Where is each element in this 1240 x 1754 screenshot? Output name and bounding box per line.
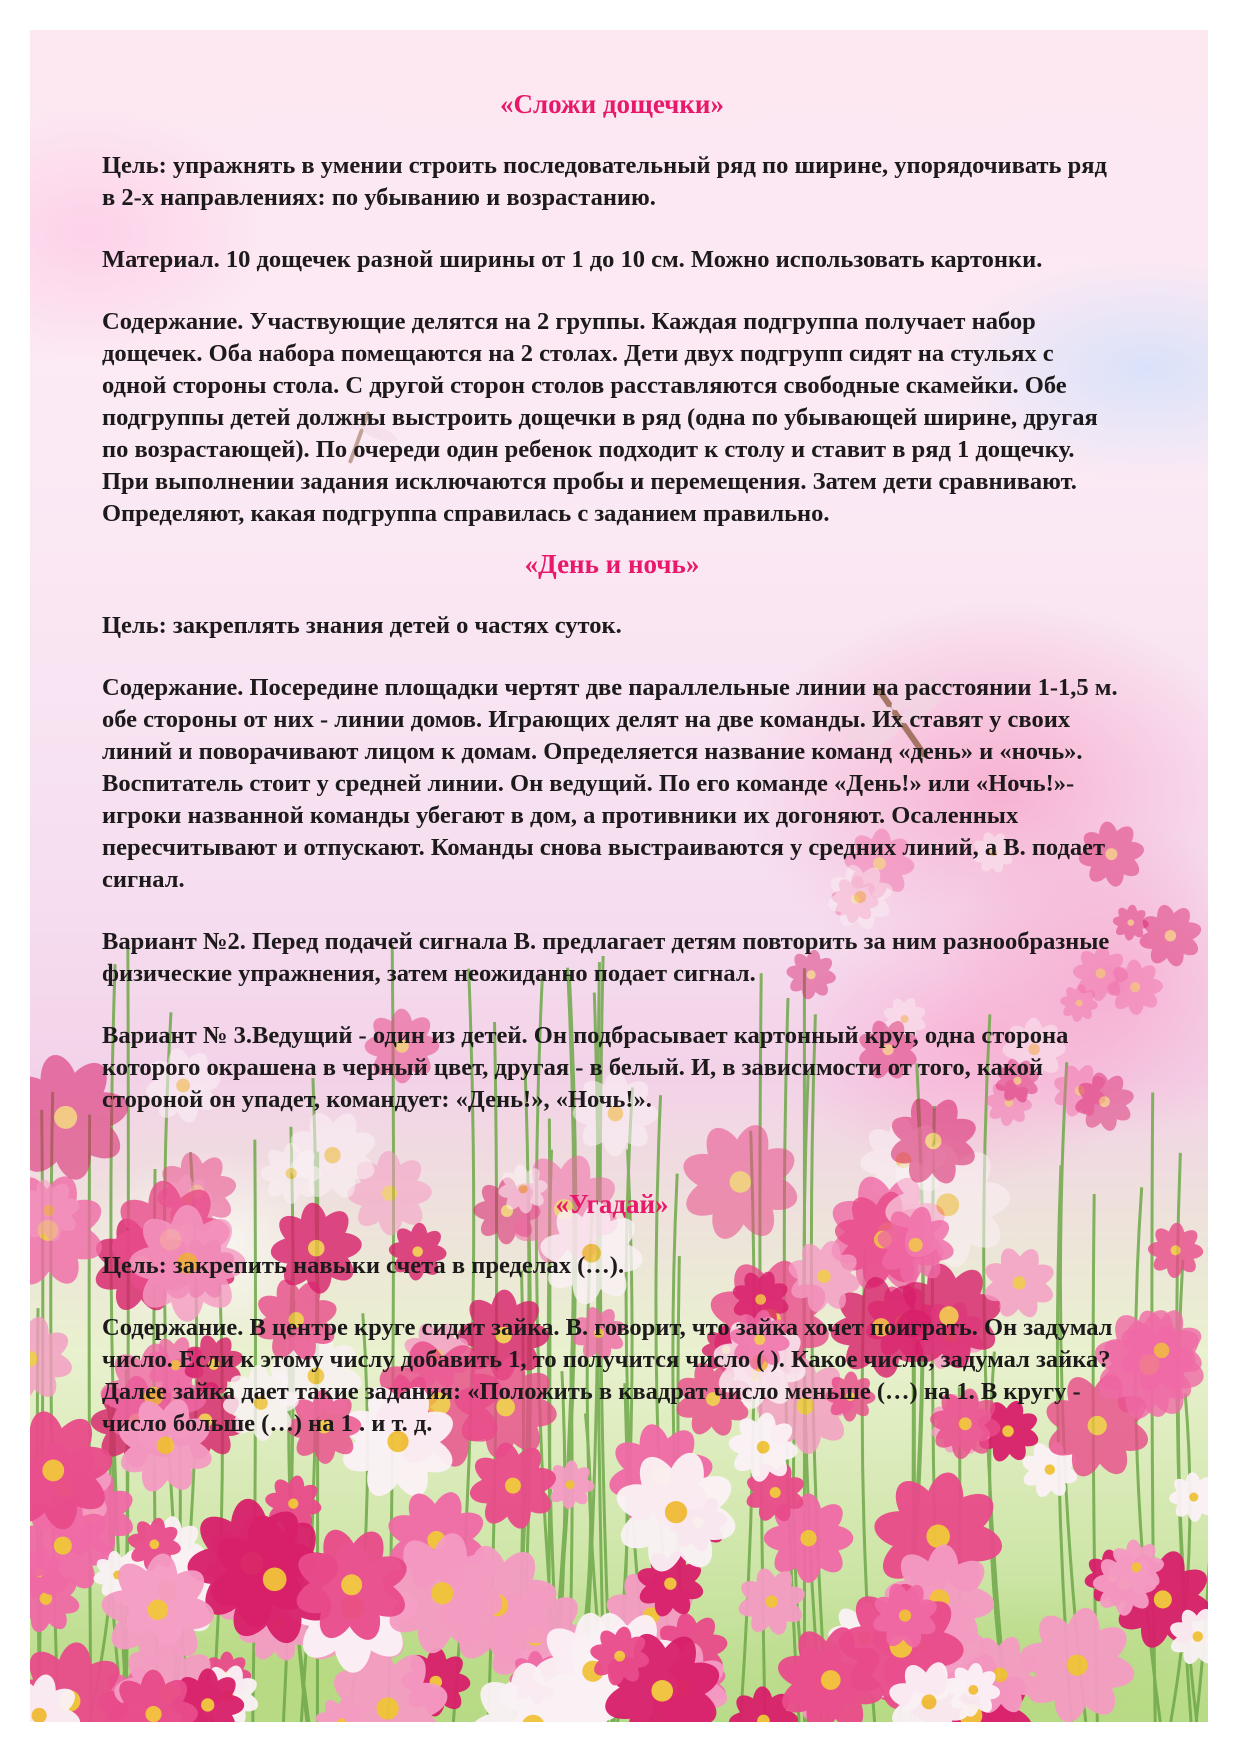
paragraph: Вариант №2. Перед подачей сигнала В. предлагает детям повторить за ним разнообразные физические упражнения, затем неожиданно подает сигнал. [102, 928, 1110, 987]
cosmos-flower-icon [1147, 1222, 1203, 1278]
page-background [30, 30, 1208, 1722]
paragraph: Содержание. Посередине площадки чертят две параллельные линии на расстоянии 1-1,5 м. обе стороны от них - линии домов. Играющих делят на две команды. Их ставят у своих линий и поворачивают лицом к домам. Определяется название команд «день» и «ночь». Воспитатель стоит у средней линии. Он ведущий. По его команде «День!» или «Ночь!»- игроки названной команды убегают в дом, а противники их догоняют. Осаленных пересчитывают и отпускают. Команды снова выстраиваются у средних линий, а В. подает сигнал. [102, 674, 1118, 893]
document-content [102, 88, 1122, 1470]
paragraph: Вариант № 3.Ведущий - один из детей. Он подбрасывает картонный круг, одна сторона которого окрашена в черный цвет, другая - в белый. И, в зависимости от того, какой стороной он упадет, командует: «День!», «Ночь!». [102, 1022, 1069, 1113]
paragraph: Цель: закреплять знания детей о частях суток. [102, 612, 622, 639]
cosmos-flower-icon [30, 1314, 75, 1404]
section-title: «Сложи дощечки» [500, 89, 724, 119]
section-title: «Угадай» [555, 1189, 669, 1219]
paragraph: Материал. 10 дощечек разной ширины от 1 до 10 см. Можно использовать картонки. [102, 246, 1043, 273]
paragraph: Цель: упражнять в умении строить последовательный ряд по ширине, упорядочивать ряд в 2-х направлениях: по убыванию и возрастанию. [102, 152, 1107, 211]
paragraph: Содержание. В центре круге сидит зайка. В. говорит, что зайка хочет поиграть. Он задумал число. Если к этому числу добавить 1, то получится число ( ). Какое число, задумал зайка?Далее зайка дает такие задания: «Положить в квадрат число меньше (…) на 1. В кругу - число больше (…) на 1 . и т. д. [102, 1314, 1113, 1437]
section-title: «День и ночь» [524, 549, 700, 579]
paragraph: Цель: закрепить навыки счета в пределах (…). [102, 1252, 625, 1279]
paragraph: Содержание. Участвующие делятся на 2 группы. Каждая подгруппа получает набор дощечек. Оба набора помещаются на 2 столах. Дети двух подгрупп сидят на стульях с одной стороны стола. С другой сторон столов расставляются свободные скамейки. Обе подгруппы детей должны выстроить дощечки в ряд (одна по убывающей ширине, другая по возрастающей). По очереди один ребенок подходит к столу и ставит в ряд 1 дощечку. При выполнении задания исключаются пробы и перемещения. Затем дети сравнивают. Определяют, какая подгруппа справилась с заданием правильно. [102, 308, 1098, 527]
cosmos-flower-icon [1169, 1472, 1208, 1522]
